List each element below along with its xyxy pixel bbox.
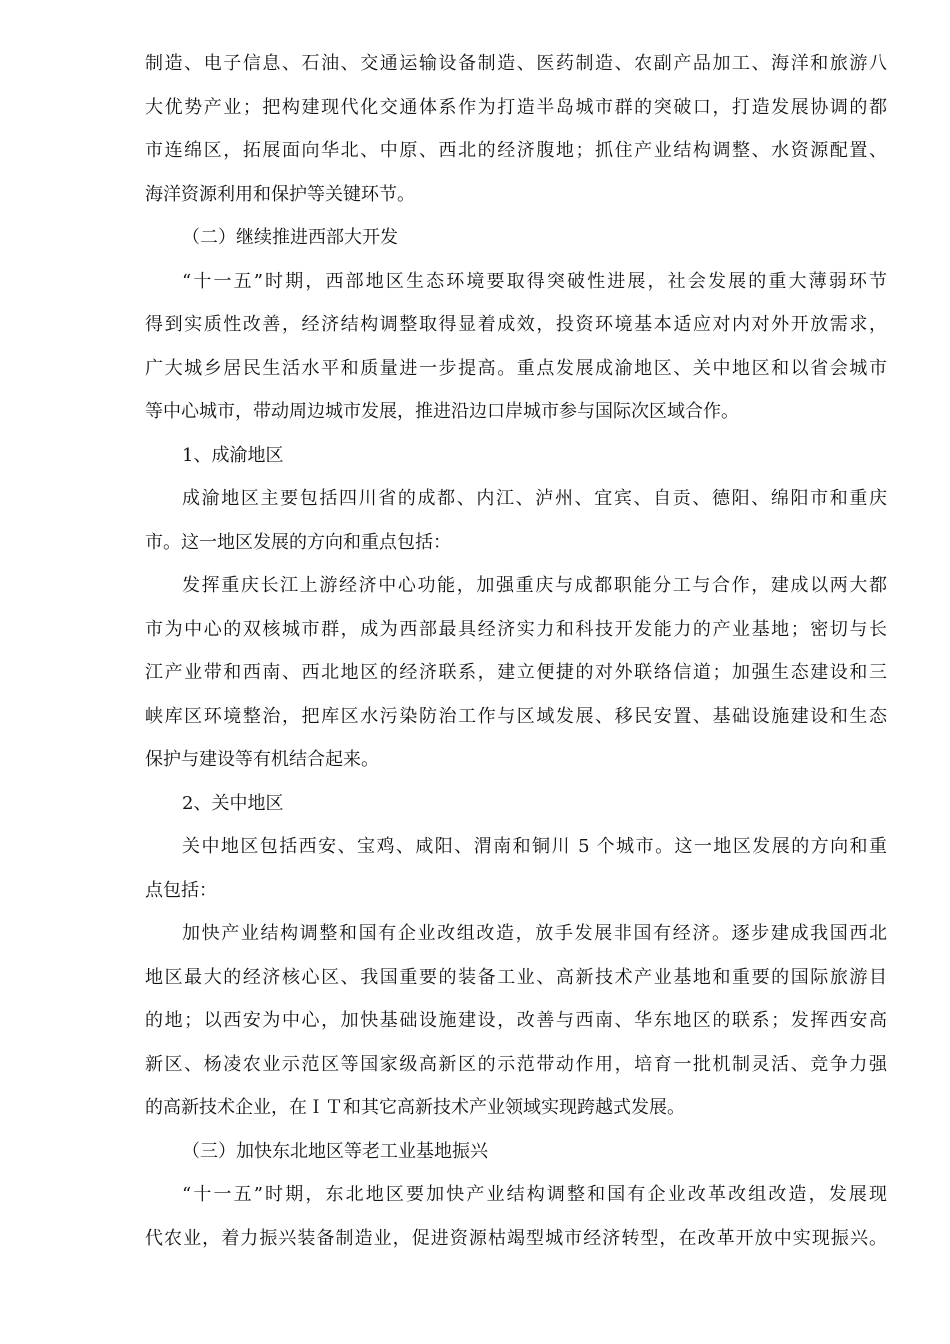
- paragraph-first-line: 关中地区包括西安、宝鸡、咸阳、渭南和铜川 5 个城市。这一地区发展的方向和重: [182, 836, 887, 857]
- subsection-heading: 2、关中地区: [182, 792, 284, 814]
- text-line: 广大城乡居民生活水平和质量进一步提高。重点发展成渝地区、关中地区和以省会城市: [145, 357, 887, 379]
- section-heading: （二）继续推进西部大开发: [182, 227, 398, 248]
- text-line: 大优势产业；把构建现代化交通体系作为打造半岛城市群的突破口，打造发展协调的都: [145, 96, 887, 118]
- document-page: [145, 42, 887, 1260]
- text-line: 地区最大的经济核心区、我国重要的装备工业、高新技术产业基地和重要的国际旅游目: [145, 966, 887, 988]
- text-line: 市连绵区，拓展面向华北、中原、西北的经济腹地；抓住产业结构调整、水资源配置、: [145, 140, 887, 161]
- paragraph-first-line: 加快产业结构调整和国有企业改组改造，放手发展非国有经济。逐步建成我国西北: [182, 923, 887, 944]
- text-line: 的地；以西安为中心，加快基础设施建设，改善与西南、华东地区的联系；发挥西安高: [145, 1010, 887, 1031]
- text-line: 等中心城市，带动周边城市发展，推进沿边口岸城市参与国际次区域合作。: [145, 401, 739, 422]
- text-line: 市为中心的双核城市群，成为西部最具经济实力和科技开发能力的产业基地；密切与长: [145, 618, 887, 640]
- text-line: 新区、杨凌农业示范区等国家级高新区的示范带动作用，培育一批机制灵活、竞争力强: [145, 1053, 887, 1075]
- text-line: 制造、电子信息、石油、交通运输设备制造、医药制造、农副产品加工、海洋和旅游八: [145, 53, 887, 74]
- paragraph-first-line: 成渝地区主要包括四川省的成都、内江、泸州、宜宾、自贡、德阳、绵阳市和重庆: [182, 488, 887, 509]
- text-line: 点包括：: [145, 879, 217, 901]
- text-line: 市。这一地区发展的方向和重点包括：: [145, 531, 451, 553]
- text-line: 保护与建设等有机结合起来。: [145, 749, 379, 770]
- subsection-heading: 1、成渝地区: [182, 444, 284, 466]
- text-line: 江产业带和西南、西北地区的经济联系，建立便捷的对外联络信道；加强生态建设和三: [145, 662, 887, 683]
- text-line: 峡库区环境整治，把库区水污染防治工作与区域发展、移民安置、基础设施建设和生态: [145, 705, 887, 727]
- text-line: 海洋资源利用和保护等关键环节。: [145, 183, 415, 205]
- paragraph-first-line: “十一五”时期，东北地区要加快产业结构调整和国有企业改革改组改造，发展现: [182, 1184, 887, 1205]
- text-line: 得到实质性改善，经济结构调整取得显着成效，投资环境基本适应对内对外开放需求，: [145, 314, 887, 335]
- paragraph-first-line: “十一五”时期，西部地区生态环境要取得突破性进展，社会发展的重大薄弱环节: [182, 270, 887, 292]
- text-line: 代农业，着力振兴装备制造业，促进资源枯竭型城市经济转型，在改革开放中实现振兴。: [145, 1227, 887, 1249]
- section-heading: （三）加快东北地区等老工业基地振兴: [182, 1140, 488, 1162]
- text-line: 的高新技术企业，在ＩＴ和其它高新技术产业领域实现跨越式发展。: [145, 1097, 685, 1118]
- paragraph-first-line: 发挥重庆长江上游经济中心功能，加强重庆与成都职能分工与合作，建成以两大都: [182, 575, 887, 596]
